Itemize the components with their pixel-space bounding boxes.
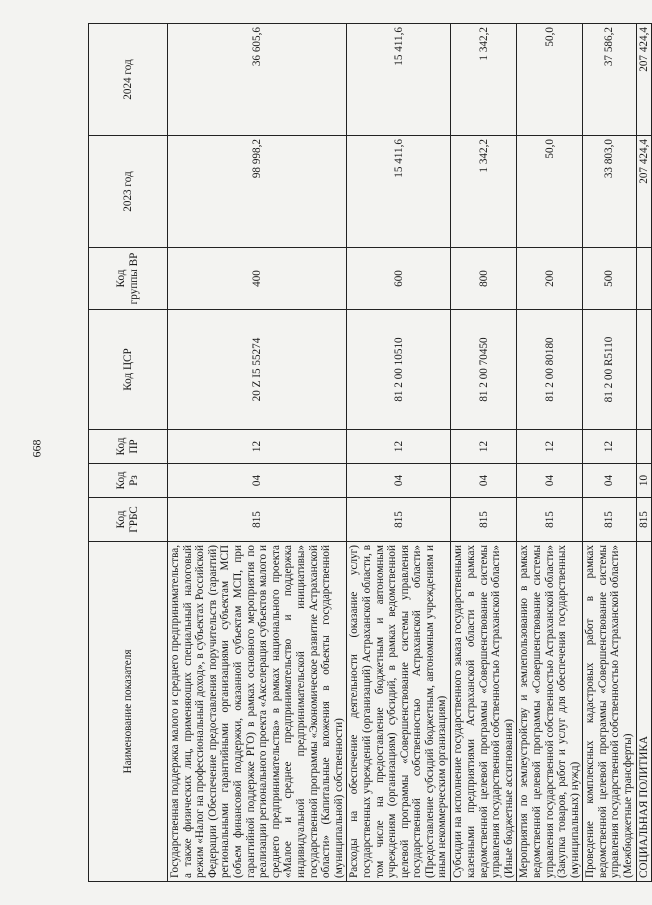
budget-table <box>88 23 652 882</box>
row-2023: 33 803,0 <box>583 136 636 248</box>
row-grbs: 815 <box>168 498 347 542</box>
row-2024: 207 424,4 <box>636 24 652 136</box>
row-grbs: 815 <box>451 498 517 542</box>
row-rz: 10 <box>636 464 652 498</box>
row-pr: 12 <box>347 430 451 464</box>
row-grbs: 815 <box>347 498 451 542</box>
row-csr <box>636 310 652 430</box>
row-2024: 15 411,6 <box>347 24 451 136</box>
row-vr: 400 <box>168 248 347 310</box>
row-rz: 04 <box>517 464 583 498</box>
header-vr: Код группы ВР <box>89 248 168 310</box>
table-row-social-policy <box>636 24 652 882</box>
header-name: Наименование показателя <box>89 542 168 882</box>
row-name: Проведение комплексных кадастровых работ в рамках ведомственной целевой программы «Совершенствование системы управления государственной собственностью Астраханской области» (Межбюджетные трансферты) <box>583 542 636 882</box>
row-grbs: 815 <box>583 498 636 542</box>
row-rz: 04 <box>347 464 451 498</box>
row-rz: 04 <box>583 464 636 498</box>
table-row <box>583 24 636 882</box>
row-2023: 207 424,4 <box>636 136 652 248</box>
row-2023: 15 411,6 <box>347 136 451 248</box>
row-name: СОЦИАЛЬНАЯ ПОЛИТИКА <box>636 542 652 882</box>
row-pr: 12 <box>517 430 583 464</box>
table-row <box>517 24 583 882</box>
row-csr: 81 2 00 R5110 <box>583 310 636 430</box>
row-vr <box>636 248 652 310</box>
row-vr: 600 <box>347 248 451 310</box>
row-2023: 98 998,2 <box>168 136 347 248</box>
row-name: Государственная поддержка малого и среднего предпринимательства, а также физических лиц, применяющих специальный налоговый режим «Налог на профессиональный доход», в субъектах Российской Федерации (Обеспечение предоставления поручительств (гарантий) региональными гарантийными организациями субъектам МСП (объем финансовой поддержки, оказанной субъектам МСП, при гарантийной поддержке РГО) в рамках основного мероприятия по реализации регионального проекта «Акселерация субъектов малого и среднего предпринимательства» в рамках национального проекта «Малое и среднее предпринимательство и поддержка индивидуальной предпринимательской инициативы» государственной программы «Экономическое развитие Астраханской области» (Капитальные вложения в объекты государственной (муниципальной) собственности) <box>168 542 347 882</box>
row-pr: 12 <box>451 430 517 464</box>
row-name: Субсидии на исполнение государственного заказа государственными казенными предприятиями Астраханской области в рамках ведомственной целевой программы «Совершенствование системы управления государственной собственностью Астраханской области» (Иные бюджетные ассигнования) <box>451 542 517 882</box>
row-csr: 81 2 00 70450 <box>451 310 517 430</box>
row-grbs: 815 <box>636 498 652 542</box>
row-csr: 81 2 00 10510 <box>347 310 451 430</box>
row-vr: 800 <box>451 248 517 310</box>
header-rz: Код Рз <box>89 464 168 498</box>
row-2024: 36 605,6 <box>168 24 347 136</box>
row-grbs: 815 <box>517 498 583 542</box>
row-pr <box>636 430 652 464</box>
table-row <box>168 24 347 882</box>
table-row <box>451 24 517 882</box>
row-2024: 1 342,2 <box>451 24 517 136</box>
row-2024: 37 586,2 <box>583 24 636 136</box>
row-rz: 04 <box>168 464 347 498</box>
row-vr: 200 <box>517 248 583 310</box>
header-2023: 2023 год <box>89 136 168 248</box>
row-vr: 500 <box>583 248 636 310</box>
header-csr: Код ЦСР <box>89 310 168 430</box>
table-row <box>347 24 451 882</box>
header-pr: Код ПР <box>89 430 168 464</box>
row-pr: 12 <box>168 430 347 464</box>
rotated-page-content <box>88 24 650 882</box>
row-pr: 12 <box>583 430 636 464</box>
row-2023: 50,0 <box>517 136 583 248</box>
header-grbs: Код ГРБС <box>89 498 168 542</box>
header-2024: 2024 год <box>89 24 168 136</box>
row-2023: 1 342,2 <box>451 136 517 248</box>
page-number: 668 <box>29 439 44 458</box>
row-name: Мероприятия по землеустройству и землепользованию в рамках ведомственной целевой программы «Совершенствование системы управления государственной собственностью Астраханской области» (Закупка товаров, работ и услуг для обеспечения государственных (муниципальных) нужд) <box>517 542 583 882</box>
row-rz: 04 <box>451 464 517 498</box>
row-name: Расходы на обеспечение деятельности (оказание услуг) государственных учреждений (организаций) Астраханской области, в том числе на предоставление бюджетным и автономным учреждениям (организациям) субсидий, в рамках ведомственной целевой программы «Совершенствование системы управления государственной собственностью Астраханской области» (Предоставление субсидий бюджетным, автономным учреждениям и иным некоммерческим организациям) <box>347 542 451 882</box>
row-2024: 50,0 <box>517 24 583 136</box>
row-csr: 20 Z I5 55274 <box>168 310 347 430</box>
row-csr: 81 2 00 80180 <box>517 310 583 430</box>
table-header-row <box>89 24 168 882</box>
